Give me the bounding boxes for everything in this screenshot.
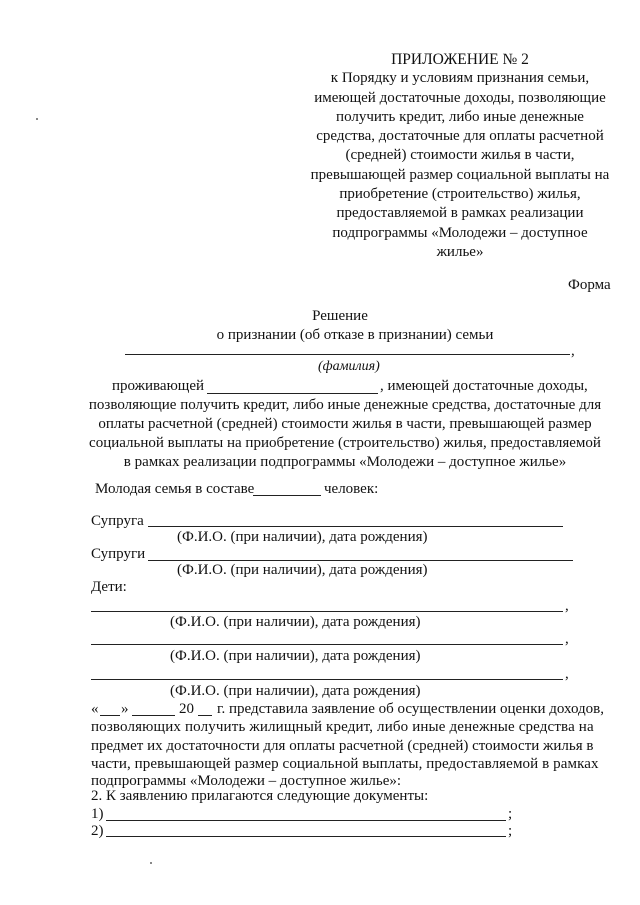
appendix-line: получить кредит, либо иные денежные	[336, 108, 584, 125]
child2-comma: ,	[565, 631, 569, 647]
children-label: Дети:	[91, 579, 127, 595]
child1-caption: (Ф.И.О. (при наличии), дата рождения)	[170, 614, 421, 630]
appendix-line: превышающей размер социальной выплаты на	[310, 166, 610, 183]
statement-line: предмет их достаточности для оплаты расчетной (средней) стоимости жилья в	[91, 738, 594, 754]
child2-field[interactable]	[91, 644, 563, 645]
appendix-line: предоставляемой в рамках реализации	[336, 205, 584, 222]
statement-close-quote: »	[121, 701, 129, 717]
decision-title: Решение	[312, 308, 368, 324]
spouse1-label: Супруга	[91, 513, 144, 529]
surname-field[interactable]	[125, 354, 570, 355]
decision-body-line: социальной выплаты на приобретение (строительство) жилья, предоставляемой	[89, 435, 601, 451]
persons-label: человек:	[324, 481, 379, 497]
decision-subtitle: о признании (об отказе в признании) семьи	[216, 327, 494, 343]
statement-line: части, превышающей размер социальной выплаты, предоставляемой в рамках	[91, 756, 599, 772]
appendix-header	[300, 50, 620, 262]
spouse2-label: Супруги	[91, 546, 146, 562]
scan-speck	[36, 118, 38, 120]
family-count-field[interactable]	[253, 495, 321, 496]
document-item-number: 2)	[91, 823, 104, 839]
appendix-line: имеющей достаточные доходы, позволяющие	[314, 89, 606, 106]
documents-heading: 2. К заявлению прилагаются следующие документы:	[91, 788, 429, 804]
statement-day-field[interactable]	[100, 715, 120, 716]
residing-field[interactable]	[207, 393, 378, 394]
scan-speck	[150, 862, 152, 864]
child3-caption: (Ф.И.О. (при наличии), дата рождения)	[170, 683, 421, 699]
appendix-line: средства, достаточные для оплаты расчетной	[316, 128, 604, 145]
child3-comma: ,	[565, 666, 569, 682]
form-label: Форма	[568, 277, 611, 293]
statement-first-line-tail: г. представила заявление об осуществлении оценки доходов,	[217, 701, 604, 717]
spouse2-caption: (Ф.И.О. (при наличии), дата рождения)	[177, 562, 428, 578]
document-item-end: ;	[508, 823, 513, 839]
appendix-line: (средней) стоимости жилья в части,	[345, 147, 575, 164]
appendix-line: подпрограммы «Молодежи – доступное	[332, 224, 588, 241]
spouse2-field[interactable]	[148, 560, 573, 561]
document-item-number: 1)	[91, 806, 104, 822]
spouse1-caption: (Ф.И.О. (при наличии), дата рождения)	[177, 529, 428, 545]
surname-caption: (фамилия)	[318, 359, 380, 374]
child1-comma: ,	[565, 598, 569, 614]
statement-line: позволяющих получить жилищный кредит, либо иные денежные средства на	[91, 719, 594, 735]
appendix-title: ПРИЛОЖЕНИЕ № 2	[391, 51, 529, 68]
child1-field[interactable]	[91, 611, 563, 612]
spouse1-field[interactable]	[148, 526, 563, 527]
document-item-field[interactable]	[106, 820, 506, 821]
residing-tail: , имеющей достаточные доходы,	[380, 378, 588, 394]
decision-body-line: оплаты расчетной (средней) стоимости жилья в части, превышающей размер	[98, 416, 592, 432]
statement-month-field[interactable]	[132, 715, 175, 716]
statement-year-field[interactable]	[198, 715, 212, 716]
child3-field[interactable]	[91, 679, 563, 680]
statement-year-prefix: 20	[179, 701, 194, 717]
appendix-line: приобретение (строительство) жилья,	[339, 186, 581, 203]
child2-caption: (Ф.И.О. (при наличии), дата рождения)	[170, 648, 421, 664]
document-item-end: ;	[508, 806, 513, 822]
document-item-field[interactable]	[106, 836, 506, 837]
appendix-line: к Порядку и условиям признания семьи,	[330, 70, 590, 87]
decision-body-line: в рамках реализации подпрограммы «Молодежи – доступное жилье»	[123, 454, 567, 470]
statement-line: подпрограммы «Молодежи – доступное жилье»:	[91, 773, 402, 789]
residing-label: проживающей	[112, 378, 205, 394]
statement-open-quote: «	[91, 701, 99, 717]
appendix-line: жилье»	[436, 243, 484, 260]
family-composition-label: Молодая семья в составе	[95, 481, 255, 497]
decision-body-line: позволяющие получить кредит, либо иные денежные средства, достаточные для	[88, 397, 602, 413]
surname-comma: ,	[571, 343, 575, 359]
